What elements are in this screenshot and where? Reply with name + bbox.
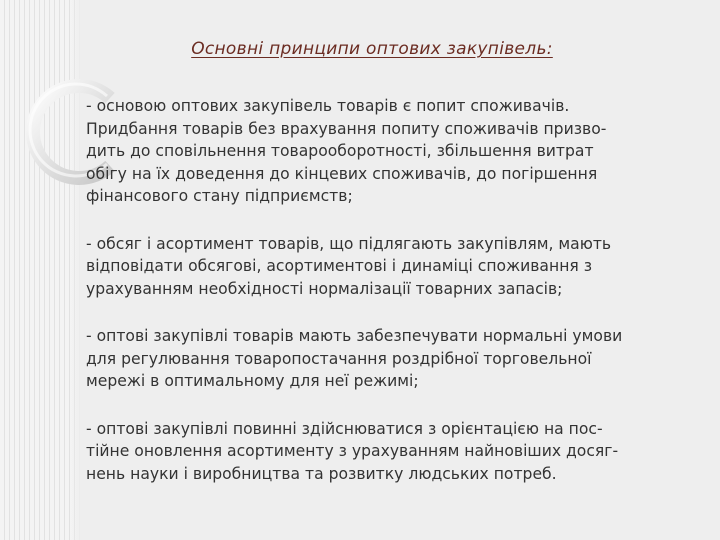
paragraph-line: дить до сповільнення товарооборотності, збільшення витрат — [86, 142, 594, 160]
paragraph-line: фінансового стану підприємств; — [86, 187, 353, 205]
paragraph-2 — [86, 233, 701, 301]
paragraph-line: тійне оновлення асортименту з урахуванням найновіших досяг- — [86, 442, 619, 460]
paragraph-line: нень науки і виробництва та розвитку людських потреб. — [86, 464, 557, 483]
paragraph-1 — [86, 95, 701, 208]
paragraph-line: - основою оптових закупівель товарів є попит споживачів. — [86, 97, 570, 115]
paragraph-line: урахуванням необхідності нормалізації товарних запасів; — [86, 279, 563, 298]
paragraph-line: мережі в оптимальному для неї режимі; — [86, 372, 419, 390]
content-body — [86, 95, 701, 510]
paragraph-line: - оптові закупівлі повинні здійснюватися з орієнтацією на пос- — [86, 419, 603, 438]
slide-title-text: Основні принципи оптових закупівель: — [191, 39, 553, 59]
paragraph-line: відповідати обсягові, асортиментові і динаміці споживання з — [86, 257, 593, 275]
paragraph-line: для регулювання товаропостачання роздрібної торговельної — [86, 349, 592, 368]
paragraph-line: обігу на їх доведення до кінцевих споживачів, до погіршення — [86, 164, 598, 183]
paragraph-line: Придбання товарів без врахування попиту споживачів призво- — [86, 119, 607, 138]
paragraph-line: - оптові закупівлі товарів мають забезпечувати нормальні умови — [86, 327, 623, 345]
paragraph-3 — [86, 325, 701, 393]
paragraph-line: - обсяг і асортимент товарів, що підлягають закупівлям, мають — [86, 234, 612, 253]
slide-title — [0, 39, 720, 59]
paragraph-4 — [86, 418, 701, 486]
